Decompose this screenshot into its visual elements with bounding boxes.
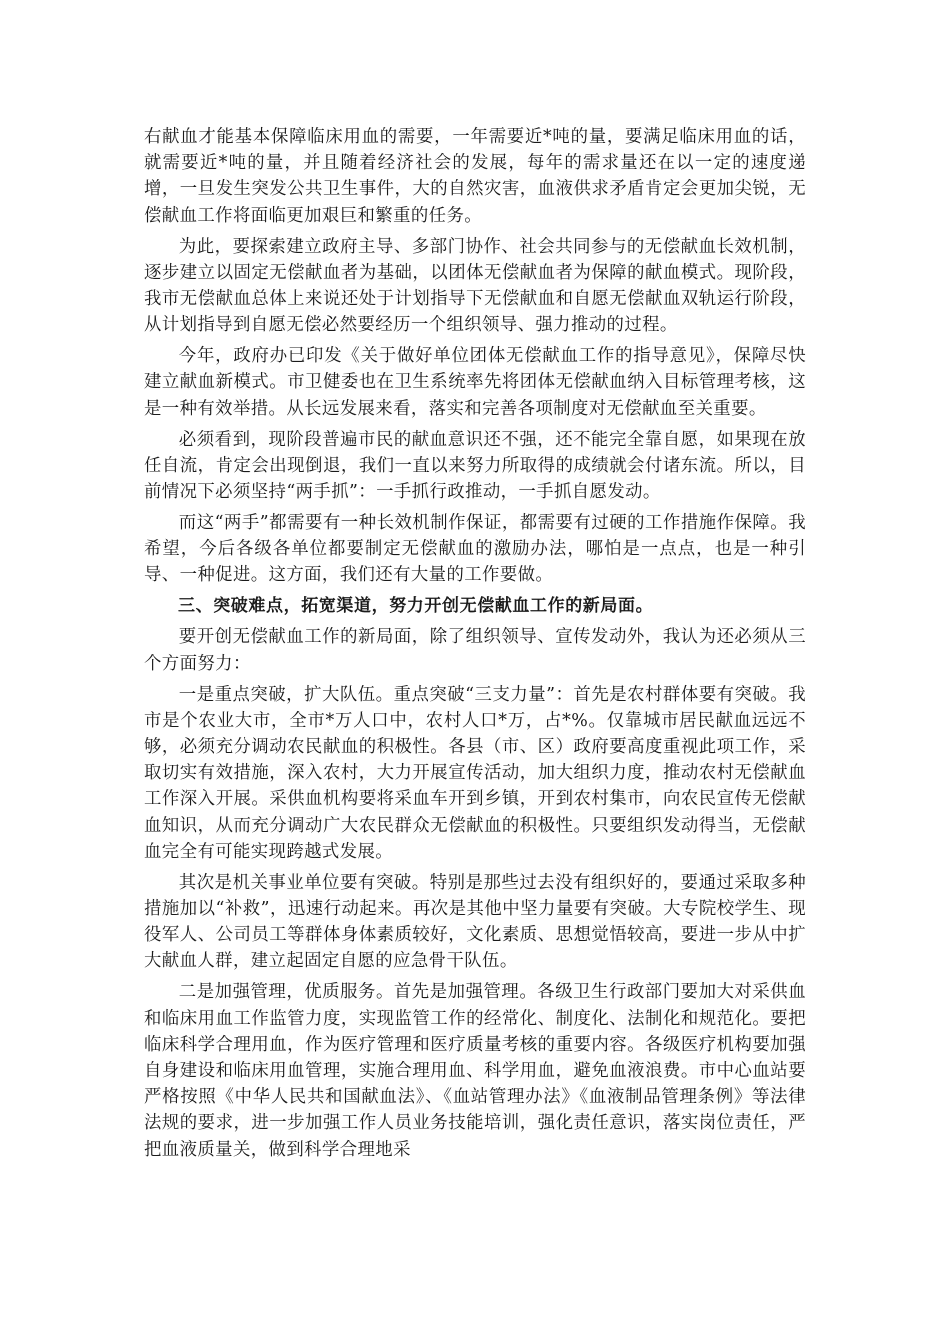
paragraph-5: 而这“两手”都需要有一种长效机制作保证，都需要有过硬的工作措施作保障。我希望，今后各级各单位都要制定无偿献血的激励办法，哪怕是一点点，也是一种引导、一种促进。这方面，我们还有大量的工作要做。 bbox=[144, 513, 806, 586]
paragraph-1: 右献血才能基本保障临床用血的需要，一年需要近*吨的量，要满足临床用血的话，就需要近*吨的量，并且随着经济社会的发展，每年的需求量还在以一定的速度递增，一旦发生突发公共卫生事件，大的自然灾害，血液供求矛盾肯定会更加尖锐，无偿献血工作将面临更加艰巨和繁重的任务。 bbox=[144, 127, 806, 226]
paragraph-2: 为此，要探索建立政府主导、多部门协作、社会共同参与的无偿献血长效机制，逐步建立以固定无偿献血者为基础，以团体无偿献血者为保障的献血模式。现阶段，我市无偿献血总体上来说还处于计划指导下无偿献血和自愿无偿献血双轨运行阶段，从计划指导到自愿无偿必然要经历一个组织领导、强力推动的过程。 bbox=[144, 236, 806, 336]
paragraph-4: 必须看到，现阶段普遍市民的献血意识还不强，还不能完全靠自愿，如果现在放任自流，肯定会出现倒退，我们一直以来努力所取得的成绩就会付诸东流。所以，目前情况下必须坚持“两手抓”：一手抓行政推动，一手抓自愿发动。 bbox=[144, 429, 806, 503]
paragraph-8: 其次是机关事业单位要有突破。特别是那些过去没有组织好的，要通过采取多种措施加以“补救”，迅速行动起来。再次是其他中坚力量要有突破。大专院校学生、现役军人、公司员工等群体身体素质较好，文化素质、思想觉悟较高，要进一步从中扩大献血人群，建立起固定自愿的应急骨干队伍。 bbox=[144, 872, 806, 972]
paragraph-9: 二是加强管理，优质服务。首先是加强管理。各级卫生行政部门要加大对采供血和临床用血工作监管力度，实现监管工作的经常化、制度化、法制化和规范化。要把临床科学合理用血，作为医疗管理和医疗质量考核的重要内容。各级医疗机构要加强自身建设和临床用血管理，实施合理用血、科学用血，避免血液浪费。市中心血站要严格按照《中华人民共和国献血法》、《血站管理办法》《血液制品管理条例》等法律法规的要求，进一步加强工作人员业务技能培训，强化责任意识，落实岗位责任，严把血液质量关，做到科学合理地采 bbox=[144, 982, 806, 1160]
section-heading: 三、突破难点，拓宽渠道，努力开创无偿献血工作的新局面。 bbox=[178, 596, 654, 617]
paragraph-7: 一是重点突破，扩大队伍。重点突破“三支力量”：首先是农村群体要有突破。我市是个农业大市，全市*万人口中，农村人口*万，占*%。仅靠城市居民献血远远不够，必须充分调动农民献血的积极性。各县（市、区）政府要高度重视此项工作，采取切实有效措施，深入农村，大力开展宣传活动，加大组织力度，推动农村无偿献血工作深入开展。采供血机构要将采血车开到乡镇，开到农村集市，向农民宣传无偿献血知识，从而充分调动广大农民群众无偿献血的积极性。只要组织发动得当，无偿献血完全有可能实现跨越式发展。 bbox=[144, 684, 806, 862]
document-page bbox=[144, 124, 806, 1168]
paragraph-3: 今年，政府办已印发《关于做好单位团体无偿献血工作的指导意见》，保障尽快建立献血新模式。市卫健委也在卫生系统率先将团体无偿献血纳入目标管理考核，这是一种有效举措。从长远发展来看，落实和完善各项制度对无偿献血至关重要。 bbox=[144, 346, 806, 419]
paragraph-6: 要开创无偿献血工作的新局面，除了组织领导、宣传发动外，我认为还必须从三个方面努力： bbox=[144, 627, 806, 674]
